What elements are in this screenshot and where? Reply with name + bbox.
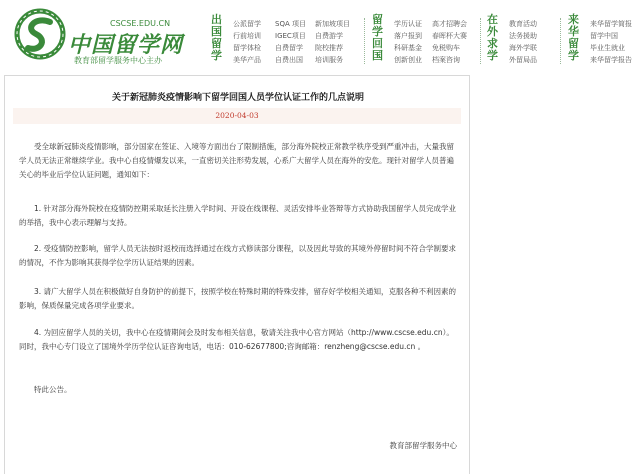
- nav-link[interactable]: 来华留学报告: [590, 56, 632, 64]
- nav-link[interactable]: 留学中国: [590, 32, 618, 40]
- nav-column: [509, 18, 537, 66]
- nav-column: [590, 18, 632, 66]
- nav-link[interactable]: SQA 项目: [275, 20, 306, 28]
- nav-column: [275, 18, 306, 66]
- official-site-link[interactable]: http://www.cscse.edu.cn: [351, 328, 443, 337]
- logo-slogan: 教育部留学服务中心主办: [74, 56, 162, 65]
- nav-link[interactable]: 春晖杯大赛: [432, 32, 467, 40]
- article-paragraph: 3. 请广大留学人员在积极做好自身防护的前提下，按照学校在特殊时期的特殊安排，留存好学校相关通知，克服各种不利因素的影响，保质保量完成各项学业要求。: [19, 287, 457, 310]
- nav-link[interactable]: 院校推荐: [315, 44, 343, 52]
- nav-link[interactable]: 科研基金: [394, 44, 422, 52]
- nav-link[interactable]: 公派留学: [233, 20, 261, 28]
- nav-link[interactable]: IGEC项目: [275, 32, 306, 40]
- nav-link[interactable]: 毕业生就业: [590, 44, 625, 52]
- article-paragraph: 特此公告。: [34, 385, 72, 394]
- article-paragraph: 1. 针对部分海外院校在疫情防控期采取延长注册入学时间、开设在线课程、灵活安排毕业答辩等方式协助我国留学人员完成学业的举措，我中心表示理解与支持。: [19, 204, 457, 227]
- nav-link[interactable]: 法务援助: [509, 32, 537, 40]
- nav-column: [432, 18, 467, 66]
- nav-link[interactable]: 培训服务: [315, 56, 343, 64]
- nav-group-title: 来 华 留 学: [568, 13, 579, 62]
- nav-group-title: 出 国 留 学: [211, 13, 222, 62]
- nav-divider: [480, 18, 481, 64]
- nav-link[interactable]: 创新创业: [394, 56, 422, 64]
- nav-link[interactable]: 自费游学: [315, 32, 343, 40]
- logo-text: 中国留学网: [68, 32, 184, 58]
- article-paragraph: 4. 为回应留学人员的关切，我中心在疫情期间会及时发布相关信息，敬请关注我中心官方网站（http://www.cscse.edu.cn）。同时，我中心专门设立了国境外学历学位认证咨询电话，电话：010-62677800;咨询邮箱：renzheng@cscse.edu.cn 。: [19, 328, 454, 351]
- nav-link[interactable]: 外留局品: [509, 56, 537, 64]
- cscse-logo-icon: [14, 8, 66, 60]
- right-column: [471, 75, 641, 474]
- nav-link[interactable]: 海外学联: [509, 44, 537, 52]
- nav-link[interactable]: 美华产品: [233, 56, 261, 64]
- nav-link[interactable]: 新加坡项目: [315, 20, 350, 28]
- site-header: [0, 0, 641, 74]
- nav-column: [394, 18, 422, 66]
- nav-divider: [560, 18, 561, 64]
- nav-link[interactable]: 学历认证: [394, 20, 422, 28]
- nav-column: [315, 18, 350, 66]
- article-signature: 教育部留学服务中心: [389, 441, 457, 450]
- article-panel: [4, 75, 470, 474]
- nav-link[interactable]: 高才招聘会: [432, 20, 467, 28]
- nav-link[interactable]: 教育活动: [509, 20, 537, 28]
- nav-link[interactable]: 行前培训: [233, 32, 261, 40]
- nav-link[interactable]: 免税购车: [432, 44, 460, 52]
- nav-link[interactable]: 留学体检: [233, 44, 261, 52]
- site-logo[interactable]: [14, 8, 214, 66]
- nav-link[interactable]: 落户报到: [394, 32, 422, 40]
- article-paragraph: 受全球新冠肺炎疫情影响，部分国家在签证、入境等方面出台了限制措施，部分海外院校正常教学秩序受到严重冲击，大量我留学人员无法正常继续学业。我中心自疫情爆发以来，一直密切关注形势发展，心系广大留学人员在海外的安危。现针对留学人员普遍关心的毕业后学位认证问题，通知如下：: [19, 142, 454, 179]
- nav-link[interactable]: 自费出国: [275, 56, 303, 64]
- article-paragraph: 2. 受疫情防控影响，留学人员无法按时返校而选择通过在线方式修读部分课程，以及因此导致的其境外停留时间不符合学制要求的情况，不作为影响其获得学位学历认证结果的因素。: [19, 244, 457, 267]
- nav-link[interactable]: 来华留学简报: [590, 20, 632, 28]
- nav-divider: [364, 18, 365, 64]
- nav-column: [233, 18, 261, 66]
- logo-domain: CSCSE.EDU.CN: [110, 19, 171, 28]
- nav-link[interactable]: 档案咨询: [432, 56, 460, 64]
- nav-link[interactable]: 自费留学: [275, 44, 303, 52]
- article-title: 关于新冠肺炎疫情影响下留学回国人员学位认证工作的几点说明: [111, 93, 364, 103]
- nav-group-title: 在 外 求 学: [487, 13, 498, 62]
- article-date: 2020-04-03: [13, 108, 461, 124]
- nav-group-title: 留 学 回 国: [372, 13, 383, 62]
